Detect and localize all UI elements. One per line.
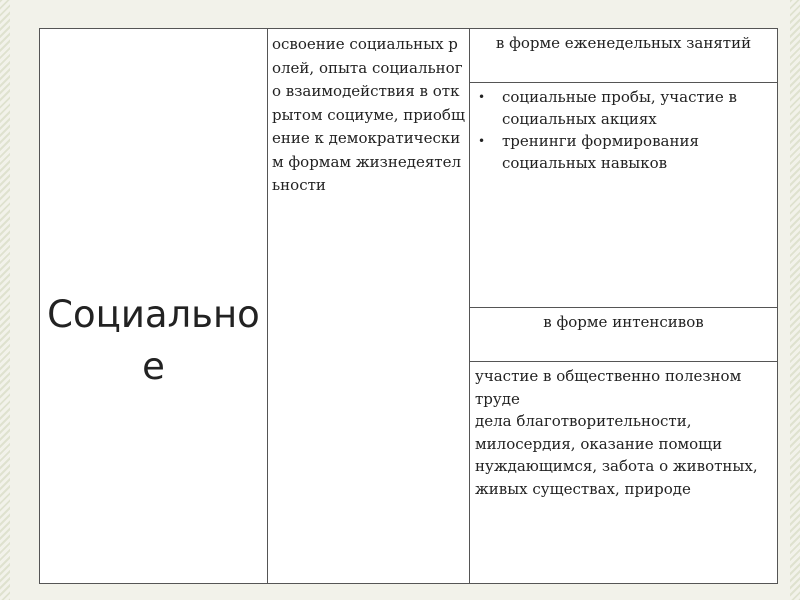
direction-description: освоение социальных ролей, опыта социального взаимодействия в открытом социуме, приобщение к демократическим формам жизнедеятельности [272, 35, 465, 194]
list-item [478, 86, 771, 130]
bullet-icon: • [478, 90, 486, 104]
intensive-heading-cell [470, 308, 778, 362]
weekly-item-text: социальные пробы, участие в социальных акциях [502, 88, 737, 128]
intensive-items [470, 362, 777, 500]
weekly-heading: в форме еженедельных занятий [495, 34, 752, 52]
intensive-line: участие в общественно полезном труде [475, 367, 742, 408]
list-item [478, 130, 771, 174]
intensive-heading: в форме интенсивов [543, 313, 704, 331]
decorative-border-right [790, 0, 800, 600]
weekly-items-cell [470, 83, 778, 308]
direction-title: Социальное [47, 293, 260, 388]
description-cell [268, 29, 470, 584]
weekly-item-text: тренинги формирования социальных навыков [502, 132, 699, 172]
weekly-heading-cell [470, 29, 778, 83]
direction-cell [40, 29, 268, 584]
activity-table [39, 28, 778, 584]
bullet-icon: • [478, 134, 486, 148]
weekly-items-list [470, 83, 777, 174]
decorative-border-left [0, 0, 10, 600]
intensive-items-cell [470, 362, 778, 584]
intensive-line: дела благотворительности, милосердия, оказание помощи нуждающимся, забота о животных, живых существах, природе [475, 412, 758, 498]
